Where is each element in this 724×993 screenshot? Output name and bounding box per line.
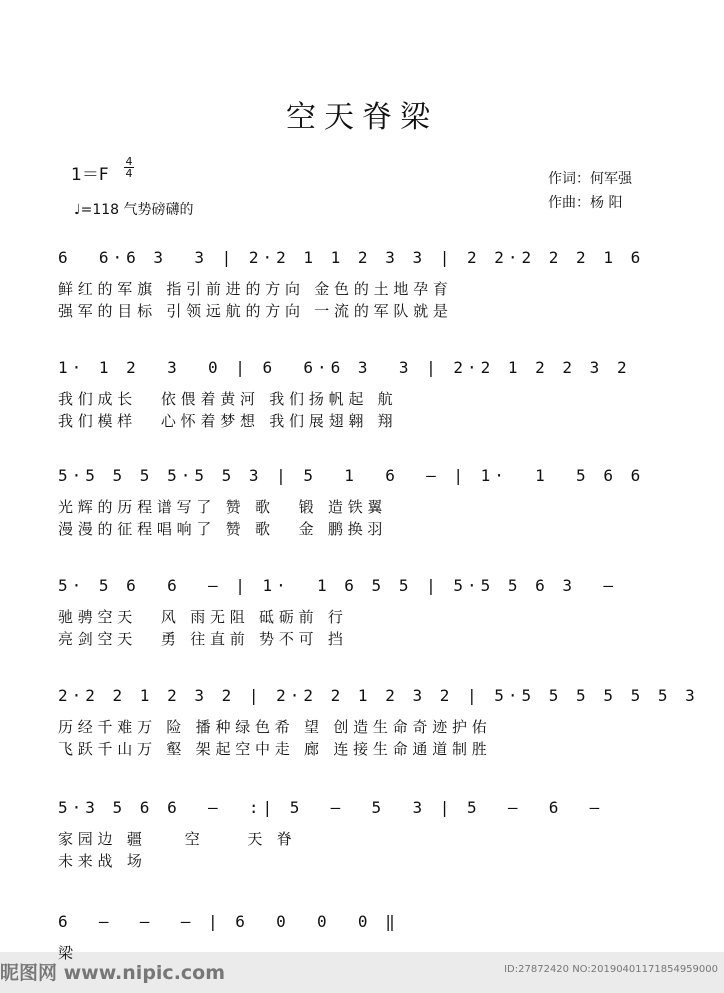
lyric-verse-1: 鲜 红 的 军 旗 指 引 前 进 的 方 向 金 色 的 土 地 孕 育 xyxy=(58,280,448,298)
watermark-id: ID:27872420 NO:20190401171854959000 xyxy=(504,964,718,975)
lyric-verse-1: 光 辉 的 历 程 谱 写 了 赞 歌 锻 造 铁 翼 xyxy=(58,498,383,516)
meter-bottom: 4 xyxy=(125,167,133,180)
page-title: 空天脊梁 xyxy=(286,100,438,135)
lyric-verse-1: 我 们 成 长 依 偎 着 黄 河 我 们 扬 帆 起 航 xyxy=(58,390,393,408)
lyric-verse-2: 漫 漫 的 征 程 唱 响 了 赞 歌 金 鹏 换 羽 xyxy=(58,520,383,538)
lyric-verse-2: 飞 跃 千 山 万 壑 架 起 空 中 走 廊 连 接 生 命 通 道 制 胜 xyxy=(58,740,487,758)
notation-row: 5· 5 6 6 – | 1· 1 6 5 5 | 5·5 5 6 3 – xyxy=(58,576,617,595)
notation-row: 5·5 5 5 5·5 5 3 | 5 1 6 – | 1· 1 5 6 6 xyxy=(58,466,645,485)
notation-row: 6 – – – | 6 0 0 0 ‖ xyxy=(58,912,399,931)
lyric-verse-2: 未 来 战 场 xyxy=(58,852,142,870)
notation-row: 2·2 2 1 2 3 2 | 2·2 2 1 2 3 2 | 5·5 5 5 5 5 5 3 xyxy=(58,686,699,705)
watermark-site: 昵图网 www.nipic.com xyxy=(0,962,226,984)
lyric-verse-2: 强 军 的 目 标 引 领 远 航 的 方 向 一 流 的 军 队 就 是 xyxy=(58,302,448,320)
lyric-verse-1: 家 园 边 疆 空 天 脊 xyxy=(58,830,292,848)
lyricist-credit: 作词：何军强 xyxy=(548,171,632,187)
key-signature: 1＝F xyxy=(71,165,109,185)
meter-top: 4 xyxy=(125,155,133,168)
notation-row: 5·3 5 6 6 – :| 5 – 5 3 | 5 – 6 – xyxy=(58,798,604,817)
tempo-marking: ♩=118 气势磅礴的 xyxy=(74,202,194,218)
lyric-verse-2: 我 们 模 样 心 怀 着 梦 想 我 们 展 翅 翱 翔 xyxy=(58,412,393,430)
lyric-verse-2: 亮 剑 空 天 勇 往 直 前 势 不 可 挡 xyxy=(58,630,343,648)
notation-row: 6 6·6 3 3 | 2·2 1 1 2 3 3 | 2 2·2 2 2 1 6 xyxy=(58,248,645,267)
notation-row: 1· 1 2 3 0 | 6 6·6 3 3 | 2·2 1 2 2 3 2 xyxy=(58,358,631,377)
composer-credit: 作曲：杨 阳 xyxy=(548,195,623,211)
lyric-verse-1: 历 经 千 难 万 险 播 种 绿 色 希 望 创 造 生 命 奇 迹 护 佑 xyxy=(58,718,487,736)
time-signature xyxy=(124,156,134,179)
lyric-verse-1: 梁 xyxy=(58,944,74,962)
lyric-verse-1: 驰 骋 空 天 风 雨 无 阻 砥 砺 前 行 xyxy=(58,608,343,626)
